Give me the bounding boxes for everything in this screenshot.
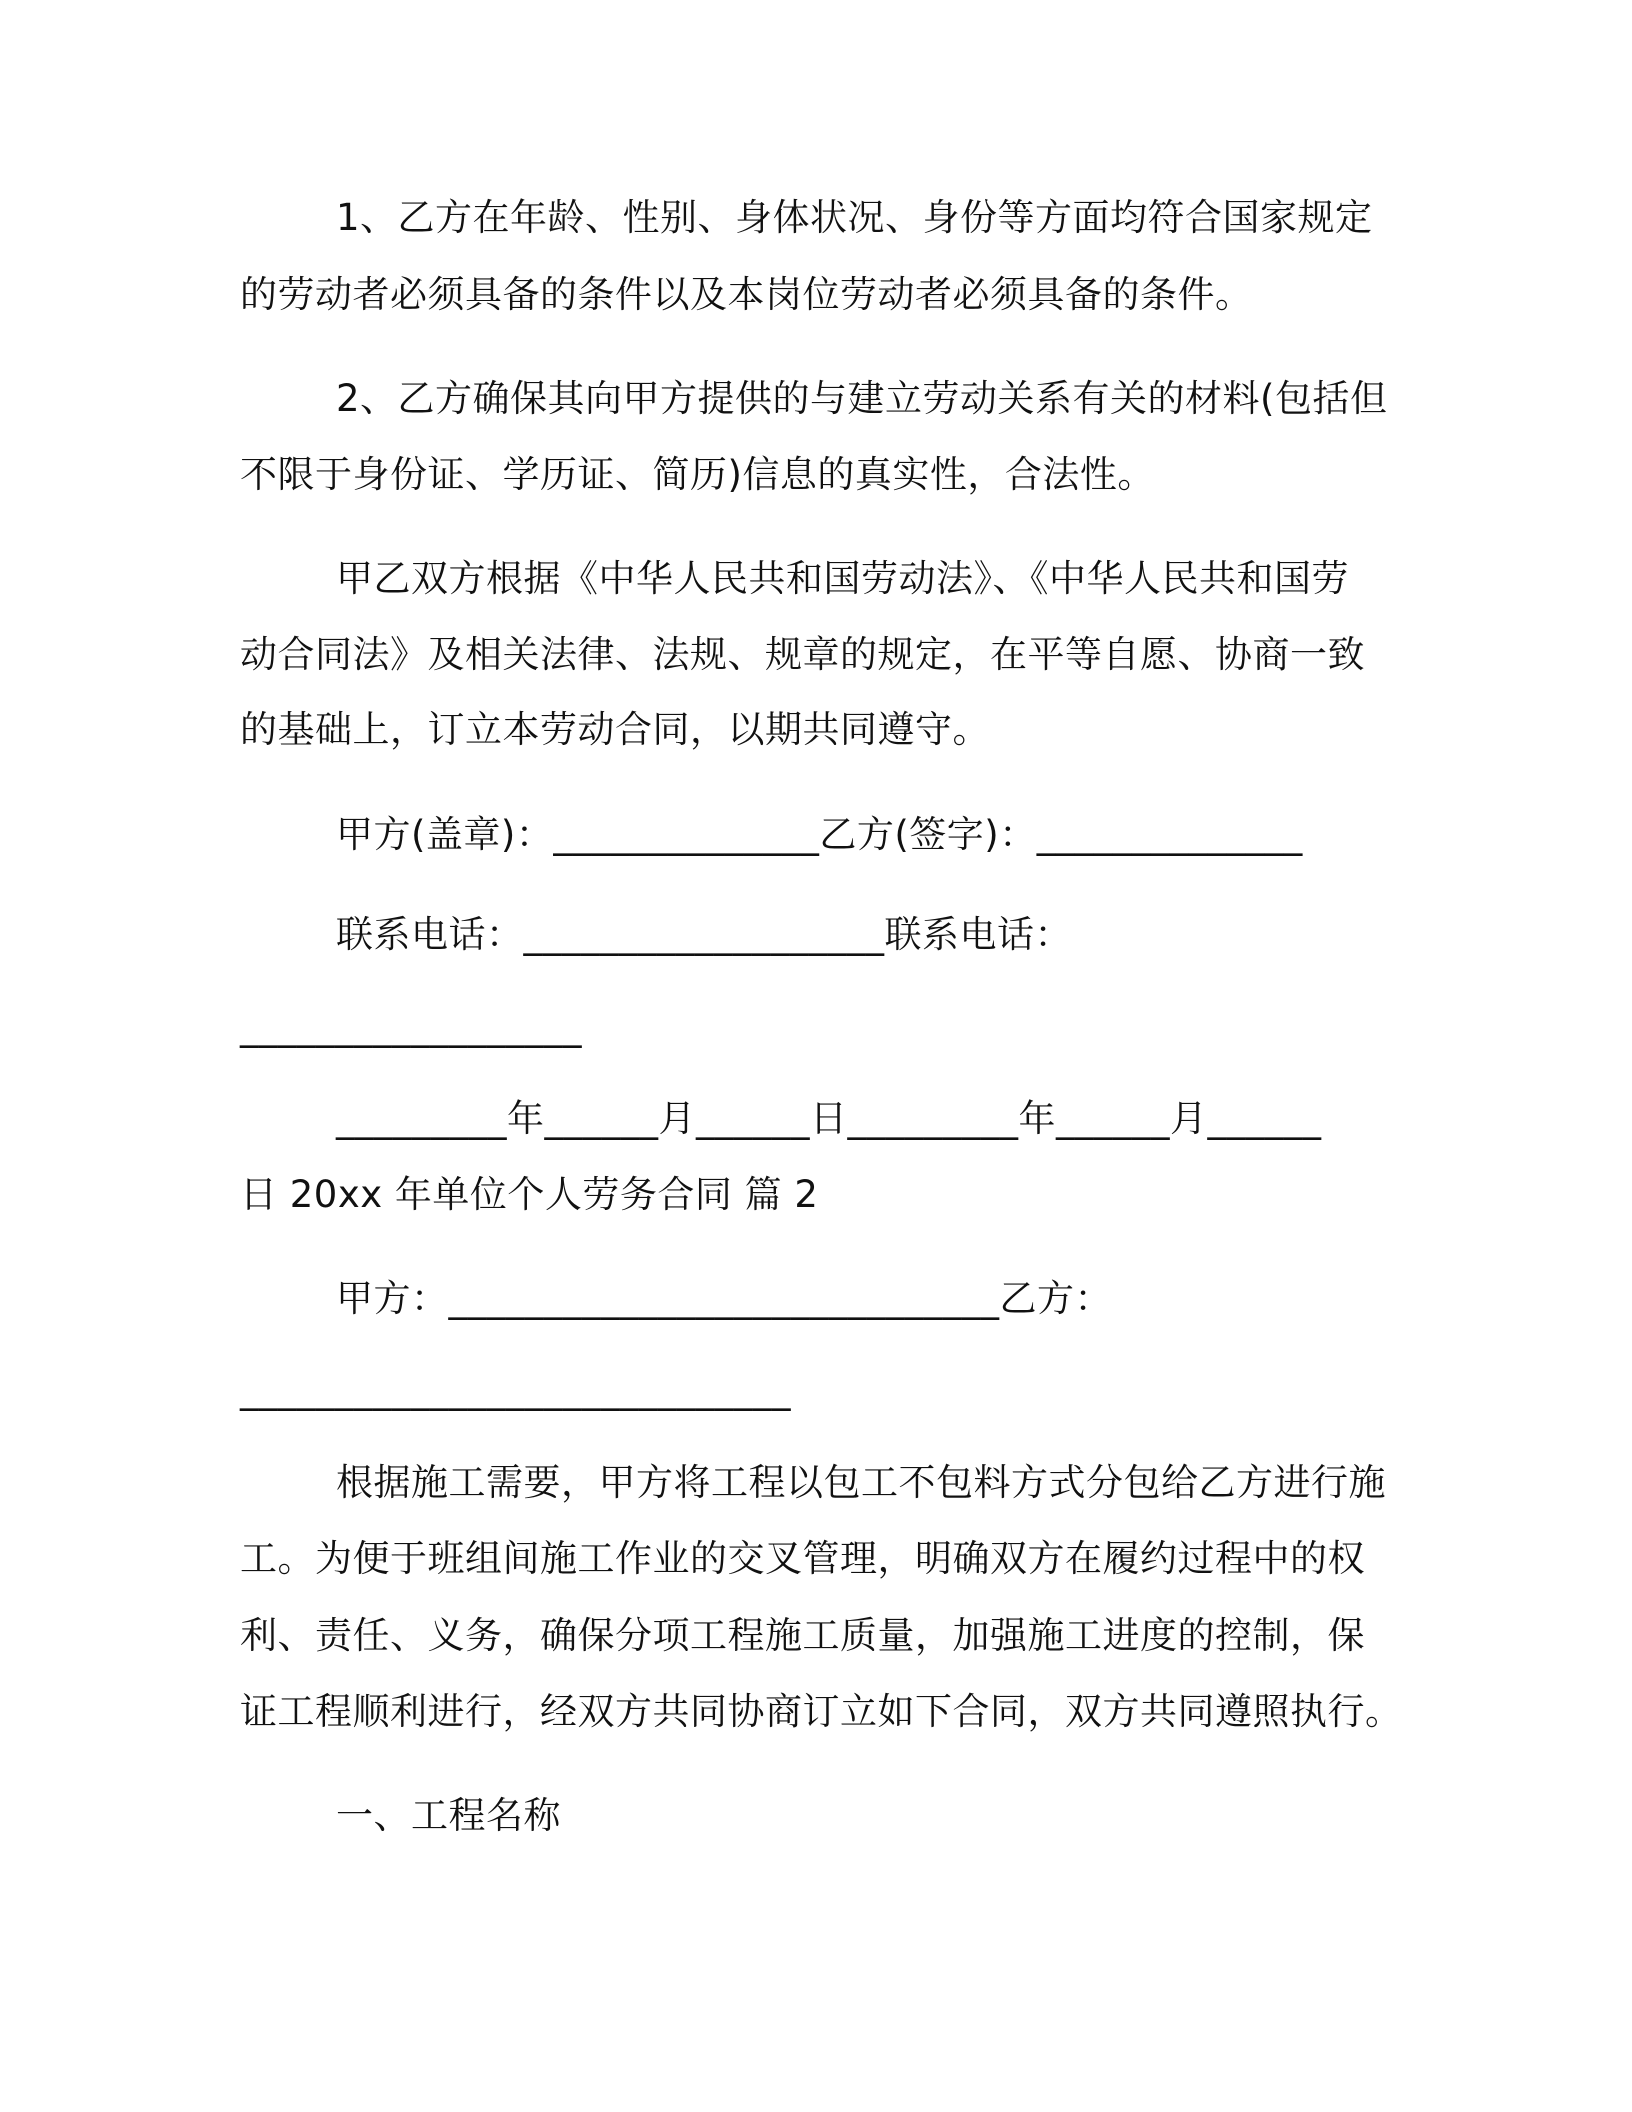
clause-1-line-1: 1、乙方在年龄、性别、身体状况、身份等方面均符合国家规定 bbox=[336, 196, 1373, 239]
preamble-line-3: 的基础上，订立本劳动合同，以期共同遵守。 bbox=[240, 708, 990, 751]
body-line-4: 证工程顺利进行，经双方共同协商订立如下合同，双方共同遵照执行。 bbox=[240, 1690, 1403, 1733]
phone-blank-line: __________________ bbox=[240, 1005, 582, 1048]
section-heading: 一、工程名称 bbox=[336, 1794, 561, 1837]
date-line: _________年______月______日_________年______月______ bbox=[336, 1097, 1322, 1140]
body-line-2: 工。为便于班组间施工作业的交叉管理，明确双方在履约过程中的权 bbox=[240, 1537, 1365, 1580]
clause-2-line-1: 2、乙方确保其向甲方提供的与建立劳动关系有关的材料(包括但 bbox=[336, 377, 1388, 420]
contract-title-line: 日 20xx 年单位个人劳务合同 篇 2 bbox=[240, 1173, 819, 1216]
party-line: 甲方：_____________________________乙方： bbox=[336, 1277, 1112, 1320]
phone-line: 联系电话：___________________联系电话： bbox=[336, 913, 1072, 956]
signature-line: 甲方(盖章)：______________乙方(签字)：______________ bbox=[336, 813, 1303, 856]
body-line-3: 利、责任、义务，确保分项工程施工质量，加强施工进度的控制，保 bbox=[240, 1614, 1365, 1657]
party-blank-line: _____________________________ bbox=[240, 1368, 791, 1411]
preamble-line-1: 甲乙双方根据《中华人民共和国劳动法》、《中华人民共和国劳 bbox=[336, 557, 1349, 600]
preamble-line-2: 动合同法》及相关法律、法规、规章的规定，在平等自愿、协商一致 bbox=[240, 633, 1365, 676]
body-line-1: 根据施工需要，甲方将工程以包工不包料方式分包给乙方进行施 bbox=[336, 1461, 1386, 1504]
clause-1-line-2: 的劳动者必须具备的条件以及本岗位劳动者必须具备的条件。 bbox=[240, 273, 1253, 316]
clause-2-line-2: 不限于身份证、学历证、简历)信息的真实性，合法性。 bbox=[240, 453, 1155, 496]
